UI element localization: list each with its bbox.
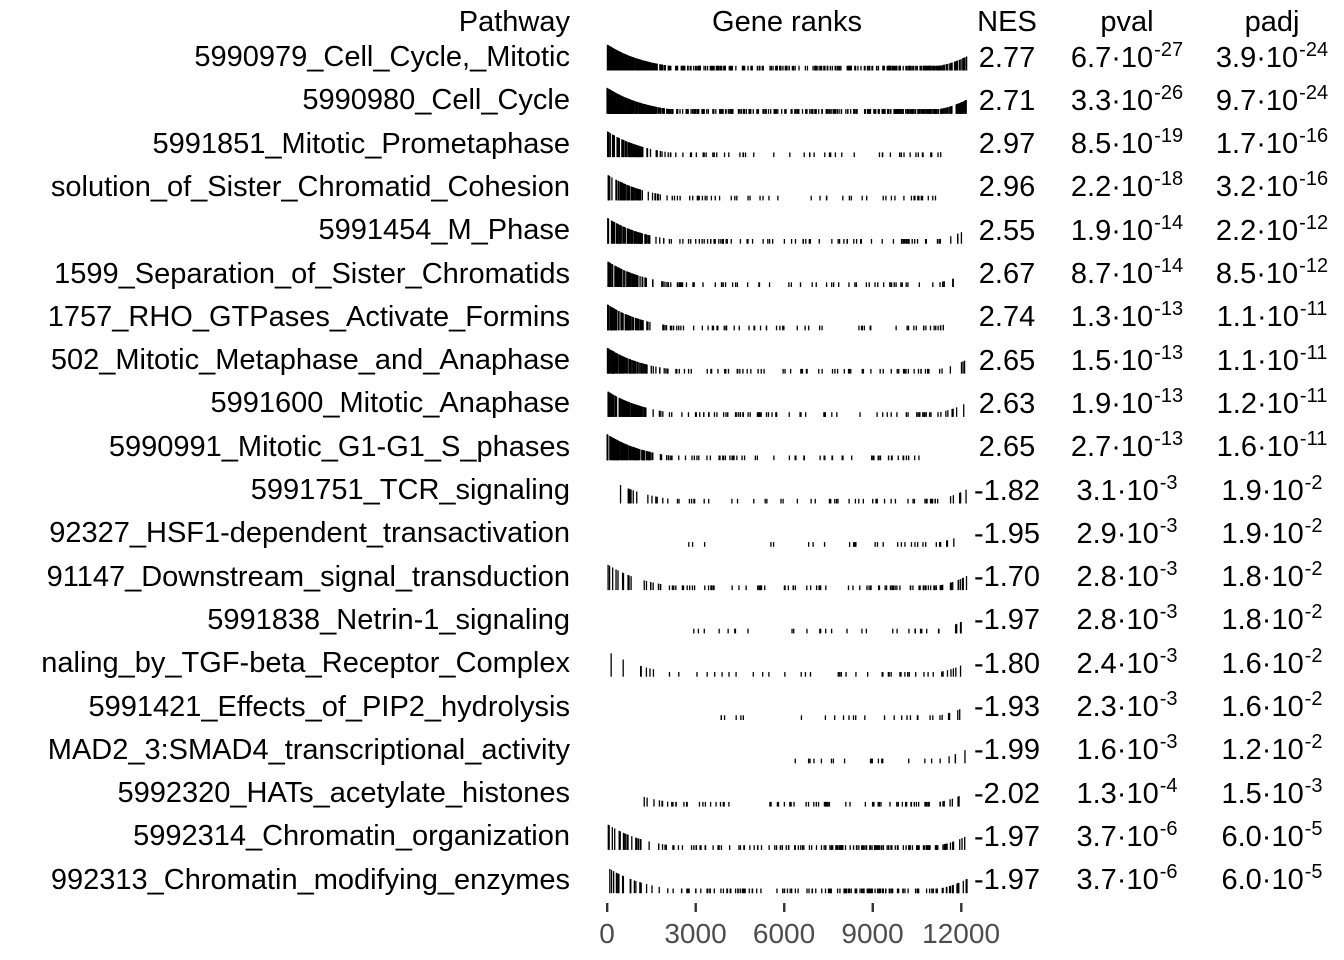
padj-value: $1.1\cdot 10^{-11}$ — [1216, 341, 1328, 377]
nes-value: 2.71 — [978, 84, 1036, 117]
pval-value: $1.9\cdot 10^{-14}$ — [1070, 211, 1184, 247]
nes-value: -1.80 — [973, 647, 1041, 680]
pathway-label: solution_of_Sister_Chromatid_Cohesion — [50, 170, 570, 203]
axis-tick-label: 0 — [599, 918, 615, 949]
axis-tick-label: 6000 — [752, 918, 816, 949]
pval-value: $3.7\cdot 10^{-6}$ — [1076, 817, 1178, 853]
pathway-label: 992313_Chromatin_modifying_enzymes — [50, 863, 570, 896]
padj-value: $1.5\cdot 10^{-3}$ — [1221, 774, 1323, 810]
pval-value: $1.6\cdot 10^{-3}$ — [1076, 731, 1178, 767]
pval-value: $2.7\cdot 10^{-13}$ — [1070, 428, 1184, 464]
pval-value: $1.5\cdot 10^{-13}$ — [1070, 341, 1184, 377]
nes-value: -1.82 — [973, 474, 1041, 507]
pathway-label: 5990991_Mitotic_G1-G1_S_phases — [108, 430, 570, 463]
padj-value: $9.7\cdot 10^{-24}$ — [1215, 81, 1329, 117]
pathway-label: 5992320_HATs_acetylate_histones — [117, 777, 570, 810]
pathway-label: 5990979_Cell_Cycle,_Mitotic — [194, 41, 570, 73]
padj-value: $8.5\cdot 10^{-12}$ — [1215, 255, 1329, 290]
padj-value: $3.9\cdot 10^{-24}$ — [1215, 38, 1329, 74]
nes-value: 2.65 — [978, 344, 1036, 377]
padj-value: $2.2\cdot 10^{-12}$ — [1215, 211, 1329, 247]
padj-value: $1.6\cdot 10^{-2}$ — [1221, 644, 1323, 680]
axis-tick-label: 9000 — [841, 918, 904, 949]
pval-value: $8.7\cdot 10^{-14}$ — [1070, 255, 1184, 290]
pval-value: $2.8\cdot 10^{-3}$ — [1076, 558, 1178, 594]
padj-value: $1.9\cdot 10^{-2}$ — [1221, 471, 1323, 507]
pathway-label: 502_Mitotic_Metaphase_and_Anaphase — [50, 344, 570, 377]
pval-value: $2.8\cdot 10^{-3}$ — [1076, 601, 1178, 637]
padj-value: $1.9\cdot 10^{-2}$ — [1221, 514, 1323, 550]
nes-value: 2.55 — [978, 214, 1036, 247]
pathway-label: 5992314_Chromatin_organization — [133, 820, 570, 853]
pathway-label: 92327_HSF1-dependent_transactivation — [49, 517, 570, 550]
padj-value: $1.2\cdot 10^{-2}$ — [1221, 731, 1323, 767]
pval-value: $6.7\cdot 10^{-27}$ — [1070, 38, 1184, 74]
padj-value: $1.7\cdot 10^{-16}$ — [1215, 125, 1329, 161]
pval-value: $2.9\cdot 10^{-3}$ — [1076, 514, 1178, 550]
pval-value: $2.3\cdot 10^{-3}$ — [1076, 688, 1178, 723]
padj-value: $6.0\cdot 10^{-5}$ — [1221, 861, 1323, 897]
column-header-pathway: Pathway — [458, 6, 570, 38]
nes-value: -1.97 — [973, 820, 1041, 853]
axis-tick-label: 12000 — [922, 918, 1001, 949]
pval-value: $1.9\cdot 10^{-13}$ — [1070, 384, 1184, 420]
nes-value: -1.95 — [973, 517, 1041, 550]
pathway-label: 5990980_Cell_Cycle — [302, 84, 570, 117]
pval-value: $3.7\cdot 10^{-6}$ — [1076, 861, 1178, 897]
column-header-pval: pval — [1100, 6, 1154, 38]
nes-value: 2.77 — [978, 41, 1036, 74]
padj-value: $1.1\cdot 10^{-11}$ — [1216, 298, 1328, 334]
nes-value: -1.93 — [973, 691, 1041, 723]
padj-value: $3.2\cdot 10^{-16}$ — [1215, 168, 1329, 204]
nes-value: -1.97 — [973, 864, 1041, 897]
nes-value: 2.63 — [978, 387, 1036, 420]
padj-value: $1.6\cdot 10^{-2}$ — [1221, 688, 1323, 723]
nes-value: 2.96 — [978, 171, 1036, 204]
pathway-label: 5991838_Netrin-1_signaling — [207, 603, 570, 636]
pval-value: $3.1\cdot 10^{-3}$ — [1076, 471, 1178, 507]
axis-tick-label: 3000 — [664, 918, 727, 949]
pathway-label: 5991600_Mitotic_Anaphase — [210, 387, 570, 420]
pval-value: $3.3\cdot 10^{-26}$ — [1070, 81, 1184, 117]
nes-value: 2.65 — [978, 431, 1036, 464]
padj-value: $1.8\cdot 10^{-2}$ — [1221, 601, 1323, 637]
pathway-label: 1599_Separation_of_Sister_Chromatids — [54, 257, 570, 290]
column-header-padj: padj — [1244, 6, 1300, 38]
pathway-label: 5991751_TCR_signaling — [250, 474, 570, 506]
pval-value: $8.5\cdot 10^{-19}$ — [1070, 125, 1184, 161]
pathway-label: MAD2_3:SMAD4_transcriptional_activity — [47, 733, 570, 766]
padj-value: $6.0\cdot 10^{-5}$ — [1221, 817, 1323, 853]
pathway-label: 5991454_M_Phase — [318, 214, 570, 247]
padj-value: $1.8\cdot 10^{-2}$ — [1221, 558, 1323, 594]
nes-value: -2.02 — [973, 777, 1041, 810]
pathway-label: 5991851_Mitotic_Prometaphase — [152, 127, 570, 160]
pathway-label: 1757_RHO_GTPases_Activate_Formins — [47, 300, 570, 333]
nes-value: 2.67 — [978, 258, 1036, 290]
nes-value: -1.97 — [973, 604, 1041, 637]
padj-value: $1.6\cdot 10^{-11}$ — [1216, 428, 1328, 464]
column-header-gene-ranks: Gene ranks — [712, 6, 862, 38]
pathway-label: 91147_Downstream_signal_transduction — [46, 560, 570, 593]
pval-value: $2.4\cdot 10^{-3}$ — [1076, 644, 1178, 680]
pathway-label: 5991421_Effects_of_PIP2_hydrolysis — [88, 690, 570, 723]
pval-value: $2.2\cdot 10^{-18}$ — [1070, 168, 1184, 204]
padj-value: $1.2\cdot 10^{-11}$ — [1216, 384, 1328, 420]
nes-value: -1.99 — [973, 734, 1041, 767]
pval-value: $1.3\cdot 10^{-4}$ — [1076, 774, 1178, 810]
pathway-label: naling_by_TGF-beta_Receptor_Complex — [41, 647, 570, 680]
nes-value: -1.70 — [973, 561, 1041, 594]
nes-value: 2.97 — [978, 128, 1036, 161]
column-header-nes: NES — [977, 6, 1037, 38]
nes-value: 2.74 — [978, 301, 1036, 334]
pval-value: $1.3\cdot 10^{-13}$ — [1070, 298, 1184, 334]
